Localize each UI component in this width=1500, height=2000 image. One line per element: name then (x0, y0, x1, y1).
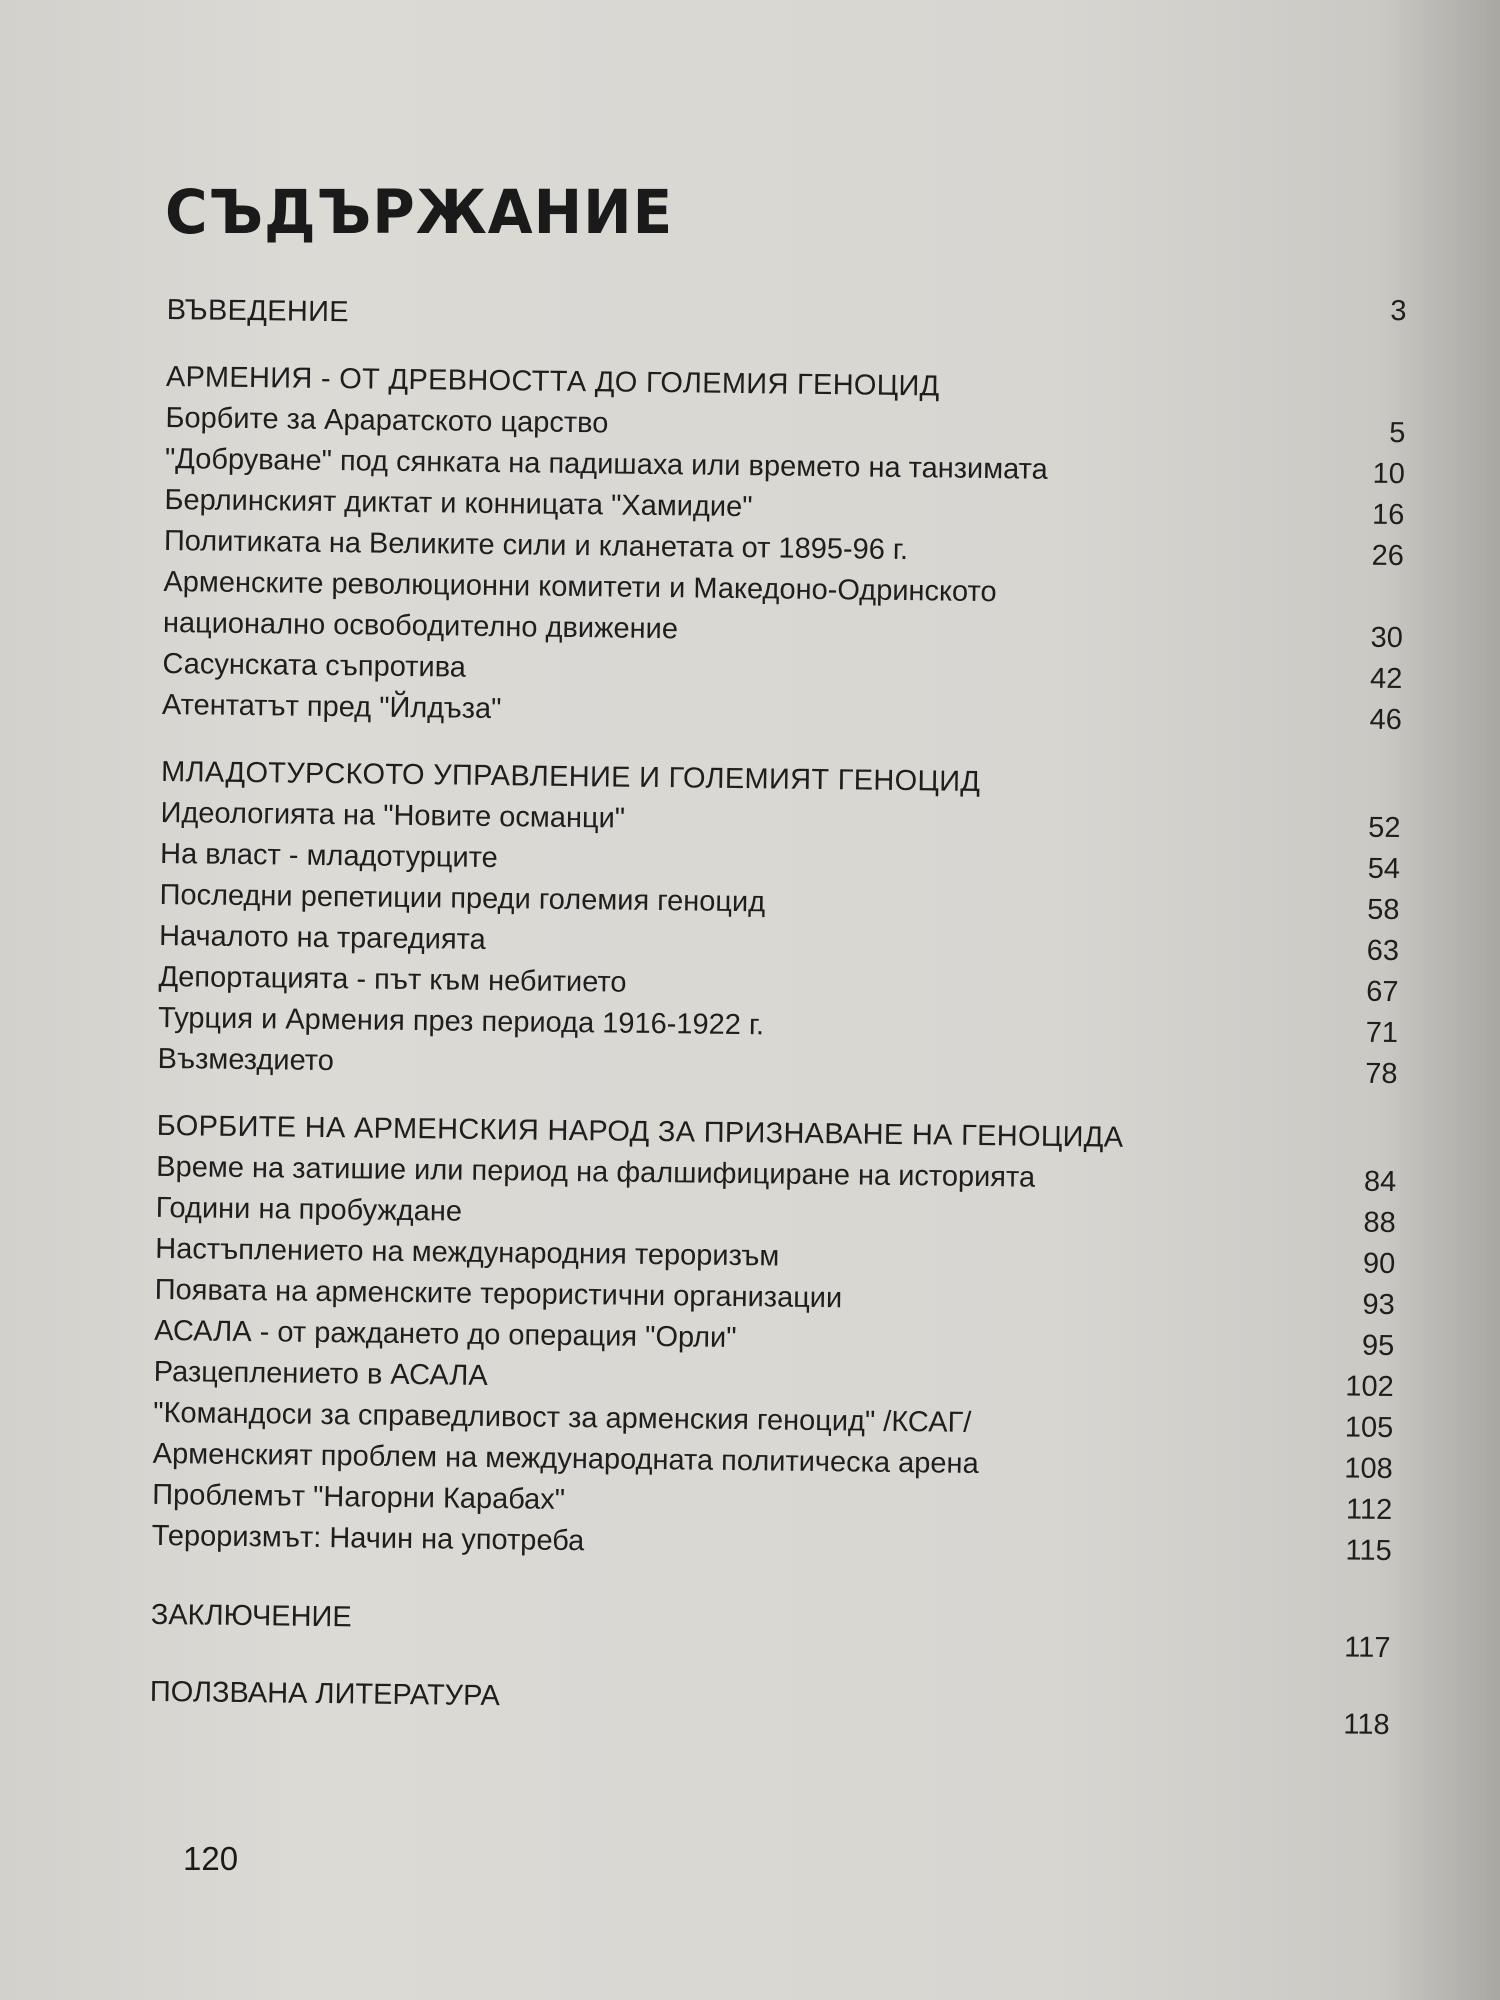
table-of-contents (149, 290, 1408, 1742)
toc-entry-page: 112 (1345, 1493, 1393, 1527)
toc-entry-label: На власт - младотурците (159, 837, 498, 875)
toc-conclusion (150, 1595, 1391, 1665)
toc-entry-page: 105 (1344, 1411, 1394, 1445)
toc-entry-label: Атентатът пред "Йлдъза" (161, 688, 502, 726)
page-title: СЪДЪРЖАНИЕ (165, 176, 674, 248)
toc-entry-page: 93 (1362, 1288, 1395, 1322)
section-heading: БОРБИТЕ НА АРМЕНСКИЯ НАРОД ЗА ПРИЗНАВАНЕ НА ГЕНОЦИДА (156, 1109, 1124, 1154)
toc-bibliography-page: 118 (1343, 1708, 1390, 1742)
section-entries (157, 793, 1400, 1095)
toc-entry-page: 5 (1389, 416, 1406, 450)
toc-intro (166, 290, 1406, 346)
toc-entry-page: 88 (1363, 1206, 1396, 1240)
toc-entry-label: Възмездието (157, 1042, 335, 1078)
toc-entry-label: Депортацията - път към небитието (158, 960, 627, 999)
toc-entry-label: Проблемът "Нагорни Карабах" (152, 1478, 566, 1516)
toc-entry-page: 95 (1361, 1329, 1395, 1363)
toc-entry-page: 16 (1371, 498, 1405, 532)
toc-section-3 (152, 1106, 1397, 1572)
toc-entry-page: 115 (1345, 1534, 1392, 1568)
toc-bibliography (149, 1672, 1390, 1742)
toc-entry-page: 58 (1367, 893, 1400, 927)
toc-entry-page: 90 (1362, 1247, 1396, 1281)
toc-entry-label: Сасунската съпротива (162, 647, 467, 684)
toc-entry-page: 108 (1344, 1452, 1393, 1486)
toc-section-1 (162, 357, 1406, 741)
toc-entry-page: 10 (1372, 457, 1406, 491)
toc-entry-label: АСАЛА - от раждането до операция "Орли" (154, 1314, 737, 1355)
toc-entry-label: Турция и Армения през периода 1916-1922 г. (157, 1001, 765, 1042)
toc-entry-label: Идеологията на "Новите османци" (160, 796, 626, 835)
toc-entry-label: Време на затишие или период на фалшифициране на историята (156, 1150, 1036, 1194)
section-entries (162, 398, 1406, 741)
toc-entry-page: 30 (1370, 621, 1404, 655)
toc-entry-page: 42 (1369, 662, 1403, 696)
toc-entry-label: Борбите за Араратското царство (165, 401, 609, 440)
toc-entry-page: 46 (1369, 703, 1403, 737)
toc-entry-label: Настъплението на международния тероризъм (155, 1232, 780, 1273)
toc-intro-label: ВЪВЕДЕНИЕ (166, 293, 350, 329)
toc-entry-label: Началото на трагедията (158, 919, 486, 956)
toc-entry-page: 78 (1365, 1057, 1398, 1091)
toc-entry-page: 71 (1365, 1016, 1399, 1050)
toc-entry-page: 52 (1368, 811, 1401, 845)
toc-entry-label: Арменските революционни комитети и Македоно-Одринското (163, 565, 997, 609)
toc-entry-label: "Добруване" под сянката на падишаха или времето на танзимата (164, 442, 1048, 486)
toc-entry-label: Последни репетиции преди големия геноцид (159, 878, 766, 919)
toc-entry-page: 54 (1367, 852, 1401, 886)
toc-entry-label: Берлинският диктат и конницата "Хамидие" (164, 483, 753, 524)
section-heading: МЛАДОТУРСКОТО УПРАВЛЕНИЕ И ГОЛЕМИЯТ ГЕНОЦИД (160, 755, 981, 798)
toc-entry-page: 67 (1366, 975, 1399, 1009)
toc-conclusion-page: 117 (1344, 1631, 1391, 1665)
toc-entry-label: Арменският проблем на международната политическа арена (152, 1437, 979, 1481)
page-number: 120 (183, 1840, 239, 1877)
toc-section-2 (157, 752, 1401, 1095)
toc-entry-label: Години на пробуждане (155, 1191, 463, 1228)
toc-entry-label: Политиката на Великите сили и кланетата от 1895-96 г. (163, 524, 909, 567)
toc-entry-label: Появата на арменските терористични организации (154, 1273, 843, 1315)
section-heading: АРМЕНИЯ - ОТ ДРЕВНОСТТА ДО ГОЛЕМИЯ ГЕНОЦИД (165, 360, 940, 403)
toc-entry-page: 84 (1363, 1165, 1397, 1199)
toc-conclusion-label: ЗАКЛЮЧЕНИЕ (150, 1598, 352, 1634)
toc-entry-page: 63 (1366, 934, 1400, 968)
toc-intro-page: 3 (1390, 294, 1408, 328)
toc-entry-label: Разцеплението в АСАЛА (153, 1355, 488, 1392)
toc-entry-label: Тероризмът: Начин на употреба (151, 1519, 585, 1558)
toc-entry-label: национално освободително движение (162, 606, 679, 646)
toc-bibliography-label: ПОЛЗВАНА ЛИТЕРАТУРА (149, 1675, 501, 1713)
toc-entry-label: "Командоси за справедливост за арменския геноцид" /КСАГ/ (153, 1396, 972, 1439)
toc-entry-page: 26 (1371, 539, 1405, 573)
toc-entry-page: 102 (1345, 1370, 1394, 1404)
section-entries (152, 1147, 1397, 1572)
